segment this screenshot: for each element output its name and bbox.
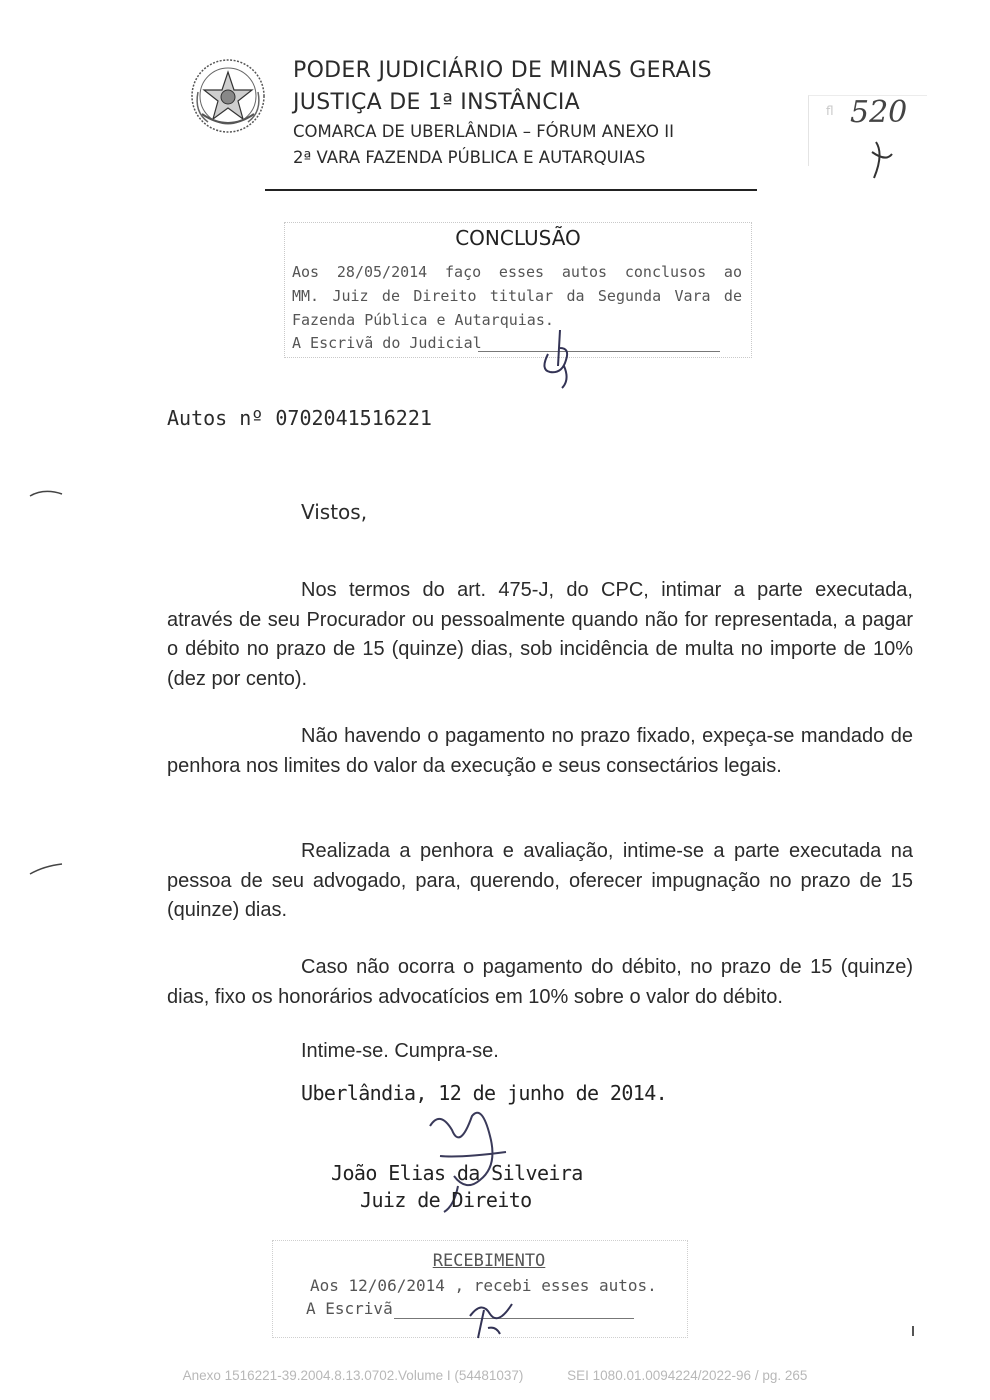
- header-instance: JUSTIÇA DE 1ª INSTÂNCIA: [293, 90, 581, 115]
- conclusao-signature-line: [478, 351, 720, 352]
- folio-number-text: 520: [850, 95, 908, 130]
- header-court-name: PODER JUDICIÁRIO DE MINAS GERAIS: [293, 58, 712, 83]
- margin-hole-mark-2: [28, 860, 68, 880]
- judge-title: Juiz de Direito: [360, 1188, 532, 1212]
- header-court-division: 2ª VARA FAZENDA PÚBLICA E AUTARQUIAS: [293, 148, 646, 167]
- margin-hole-mark-1: [28, 486, 68, 506]
- conclusao-title: CONCLUSÃO: [455, 226, 581, 250]
- paragraph-3: Realizada a penhora e avaliação, intime-se a parte executada na pessoa de seu advogado, para, querendo, oferecer impugnação no prazo de 15 (quinze) dias.: [167, 840, 913, 921]
- coat-of-arms-seal: [188, 56, 268, 136]
- folio-number-handwritten: [846, 92, 926, 192]
- footer-sei-ref: SEI 1080.01.0094224/2022-96 / pg. 265: [567, 1368, 808, 1383]
- header-divider: [265, 189, 757, 191]
- paragraph-1: Nos termos do art. 475-J, do CPC, intimar a parte executada, através de seu Procurador ou pessoalmente quando não for representada, a pagar o débito no prazo de 15 (quinze) dias, sob incidência de multa no importe de 10% (dez por cento).: [167, 579, 913, 690]
- footer-attachment-ref: Anexo 1516221-39.2004.8.13.0702.Volume I (54481037): [182, 1368, 524, 1383]
- edge-tick-mark: [912, 1326, 914, 1336]
- recebimento-line-1: Aos 12/06/2014 , recebi esses autos.: [310, 1276, 657, 1295]
- closing-order: Intime-se. Cumpra-se.: [301, 1040, 499, 1062]
- opening-vistos: Vistos,: [301, 500, 368, 524]
- recebimento-line-2: A Escrivã: [306, 1299, 393, 1318]
- paragraph-4: Caso não ocorra o pagamento do débito, no prazo de 15 (quinze) dias, fixo os honorários advocatícios em 10% sobre o valor do débito.: [167, 956, 913, 1008]
- conclusao-line-1: Aos 28/05/2014 faço esses autos conclusos ao: [292, 263, 742, 281]
- case-number: Autos nº 0702041516221: [167, 406, 432, 430]
- place-and-date: Uberlândia, 12 de junho de 2014.: [301, 1081, 668, 1105]
- folio-stamp-mark: fl: [826, 104, 834, 118]
- judge-name: João Elias da Silveira: [331, 1161, 583, 1185]
- recebimento-signature-line: [394, 1318, 634, 1319]
- header-district: COMARCA DE UBERLÂNDIA – FÓRUM ANEXO II: [293, 122, 674, 141]
- conclusao-line-3: Fazenda Pública e Autarquias.: [292, 311, 554, 329]
- page-footer: [0, 1368, 990, 1383]
- conclusao-line-2: MM. Juiz de Direito titular da Segunda Vara de: [292, 287, 742, 305]
- paragraph-2: Não havendo o pagamento no prazo fixado, expeça-se mandado de penhora nos limites do valor da execução e seus consectários legais.: [167, 725, 913, 777]
- conclusao-line-4: A Escrivã do Judicial: [292, 334, 482, 352]
- recebimento-title: RECEBIMENTO: [432, 1251, 546, 1271]
